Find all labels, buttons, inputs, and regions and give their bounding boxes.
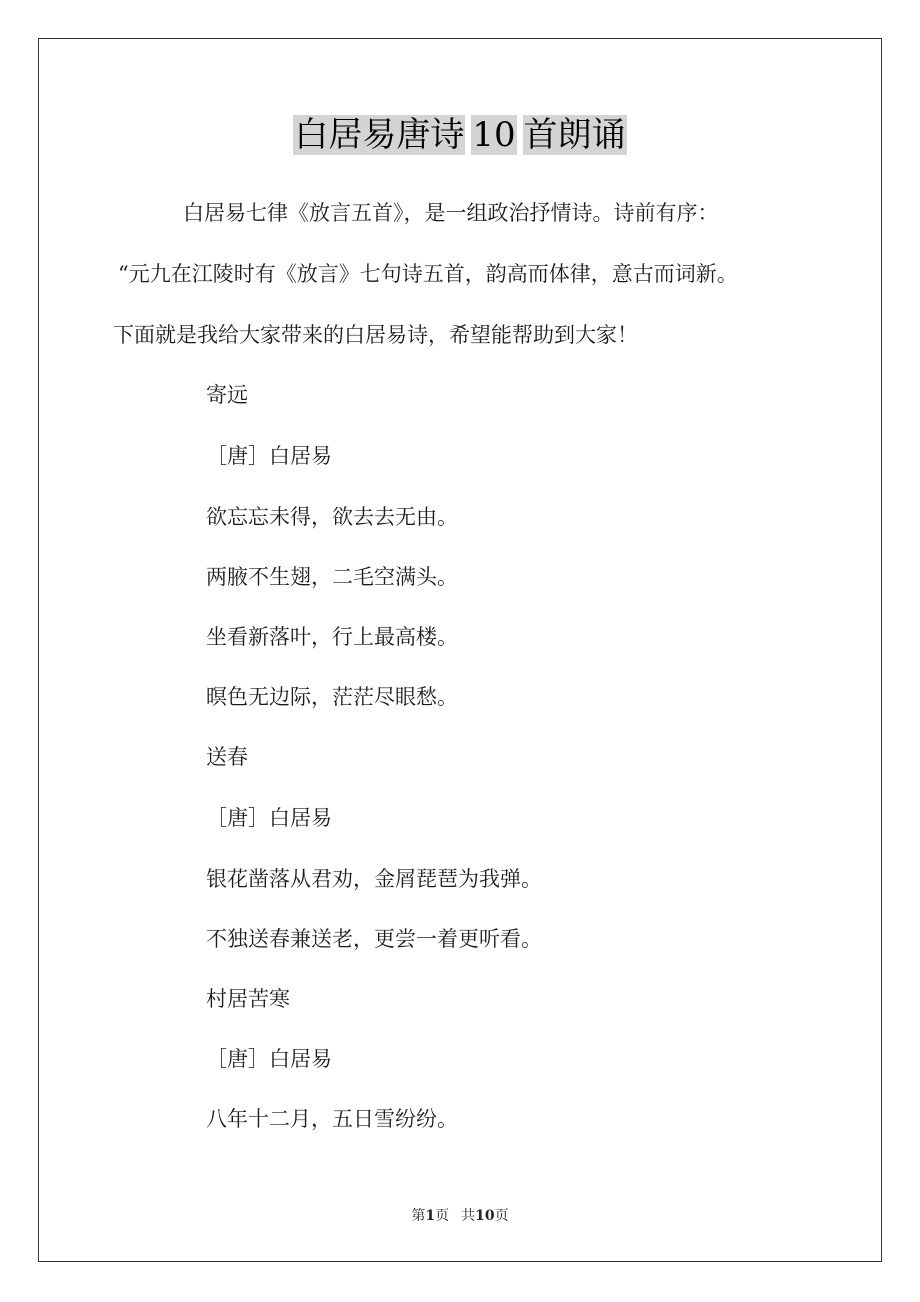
poem-title-jiyuan: 寄远	[206, 383, 248, 407]
footer-page-current: 1	[425, 1208, 436, 1224]
footer-total-suffix: 页	[494, 1208, 509, 1224]
poem-verse: 暝色无边际，茫茫尽眼愁。	[206, 685, 458, 709]
poem-verse: 坐看新落叶，行上最高楼。	[206, 625, 458, 649]
intro-paragraph-line-1: 白居易七律《放言五首》，是一组政治抒情诗。诗前有序：	[183, 201, 719, 225]
poem-verse: 欲忘忘未得，欲去去无由。	[206, 505, 458, 529]
page-footer	[0, 1206, 920, 1226]
poem-title-cunjukuhan: 村居苦寒	[206, 987, 290, 1011]
poem-verse: 八年十二月，五日雪纷纷。	[206, 1107, 458, 1131]
footer-page-total: 10	[475, 1208, 495, 1224]
poem-verse: 不独送春兼送老，更尝一着更听看。	[206, 927, 542, 951]
footer-page-mid: 页	[435, 1208, 450, 1224]
poem-title-songchun: 送春	[206, 745, 248, 769]
poem-author: ［唐］白居易	[206, 1047, 332, 1071]
title-segment-name: 白居易唐诗	[294, 115, 465, 155]
poem-verse: 两腋不生翅，二毛空满头。	[206, 565, 458, 589]
intro-paragraph-line-2: “元九在江陵时有《放言》七句诗五首，韵高而体律，意古而词新。	[118, 262, 738, 286]
footer-total-prefix: 共	[461, 1208, 476, 1224]
footer-page-prefix: 第	[411, 1208, 426, 1224]
title-segment-number: 10	[472, 115, 516, 155]
poem-author: ［唐］白居易	[206, 806, 332, 830]
poem-verse: 银花凿落从君劝，金屑琵琶为我弹。	[206, 867, 542, 891]
document-title	[0, 112, 920, 158]
poem-author: ［唐］白居易	[206, 444, 332, 468]
intro-paragraph-line-3: 下面就是我给大家带来的白居易诗，希望能帮助到大家！	[113, 323, 638, 347]
title-segment-suffix: 首朗诵	[523, 115, 626, 155]
